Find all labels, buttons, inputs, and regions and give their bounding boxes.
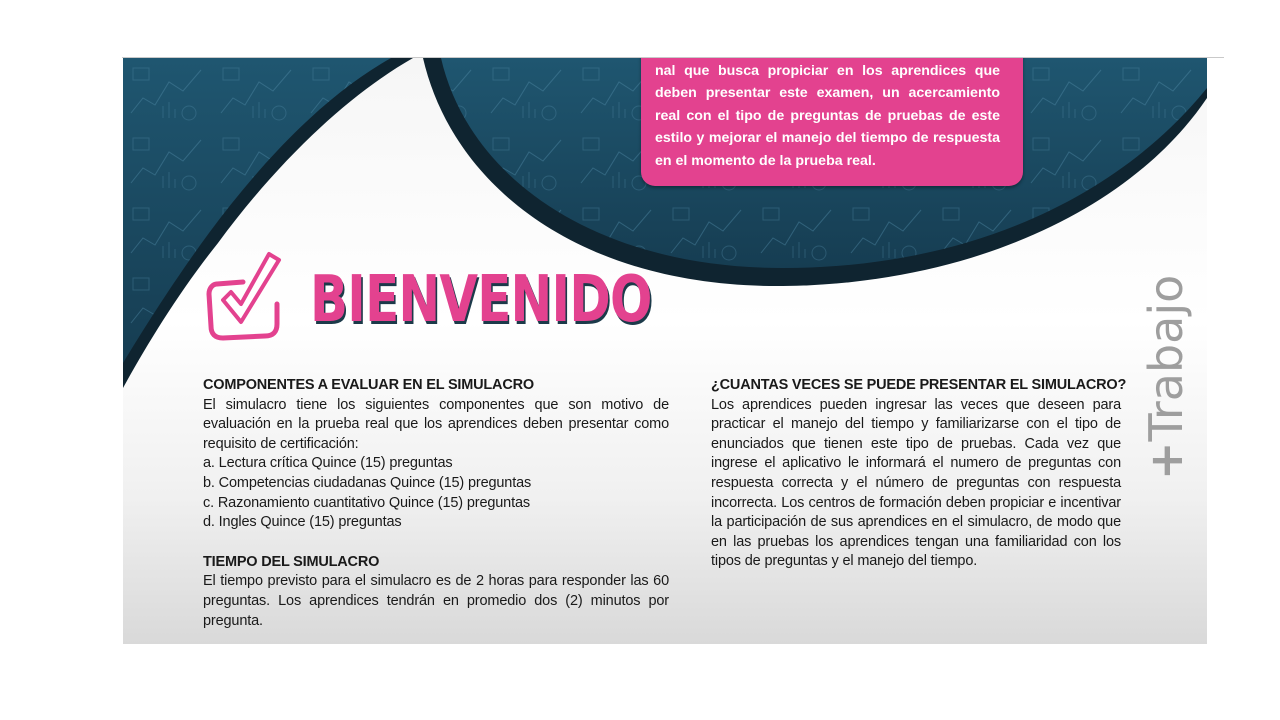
plus-icon: + (1139, 441, 1193, 480)
components-text: El simulacro tiene los siguientes componentes que son motivo de evaluación en la prueba real que los aprendices deben presentar como requisito de certificación: (203, 396, 669, 452)
attempts-heading: ¿CUANTAS VECES SE PUEDE PRESENTAR EL SIMULACRO? (711, 377, 1127, 393)
components-heading: COMPONENTES A EVALUAR EN EL SIMULACRO (203, 377, 534, 393)
section-spacer (203, 533, 669, 553)
welcome-poster (123, 58, 1207, 644)
welcome-title: BIENVENIDO (310, 263, 652, 337)
list-item: c. Razonamiento cuantitativo Quince (15) preguntas (203, 494, 530, 511)
right-column (711, 376, 1127, 572)
time-heading: TIEMPO DEL SIMULACRO (203, 553, 380, 570)
time-text: El tiempo previsto para el simulacro es de 2 horas para responder las 60 preguntas. Los aprendices tendrán en promedio dos (2) minutos por pregunta. (203, 573, 669, 629)
list-item: d. Ingles Quince (15) preguntas (203, 514, 402, 531)
list-item: b. Competencias ciudadanas Quince (15) preguntas (203, 474, 532, 491)
logo-word: Trabajo (1139, 274, 1193, 442)
components-list (203, 454, 669, 532)
list-item: a. Lectura crítica Quince (15) preguntas (203, 455, 453, 472)
trabajo-logo (1140, 275, 1192, 480)
left-column (203, 376, 669, 631)
intro-box (641, 58, 1023, 186)
attempts-text: Los aprendices pueden ingresar las veces que deseen para practicar el manejo del tiempo y familiarizarse con el tipo de enunciados que tienen este tipo de pruebas. Cada vez que ingrese el aplicativo le informará el numero de preguntas con respuesta correcta y el número de preguntas con respuesta incorrecta. Los centros de formación deben propiciar e incentivar la participación de sus aprendices en el simulacro, de modo que en las pruebas los aprendices tengan una familiaridad con los tipos de preguntas y el manejo del tiempo. (711, 396, 1121, 570)
intro-text: nal que busca propiciar en los aprendices que deben presentar este examen, un acercamiento real con el tipo de preguntas de pruebas de este estilo y mejorar el manejo del tiempo de respuesta en el momento de la prueba real. (655, 63, 1000, 169)
checkbox-check-icon (203, 248, 293, 348)
